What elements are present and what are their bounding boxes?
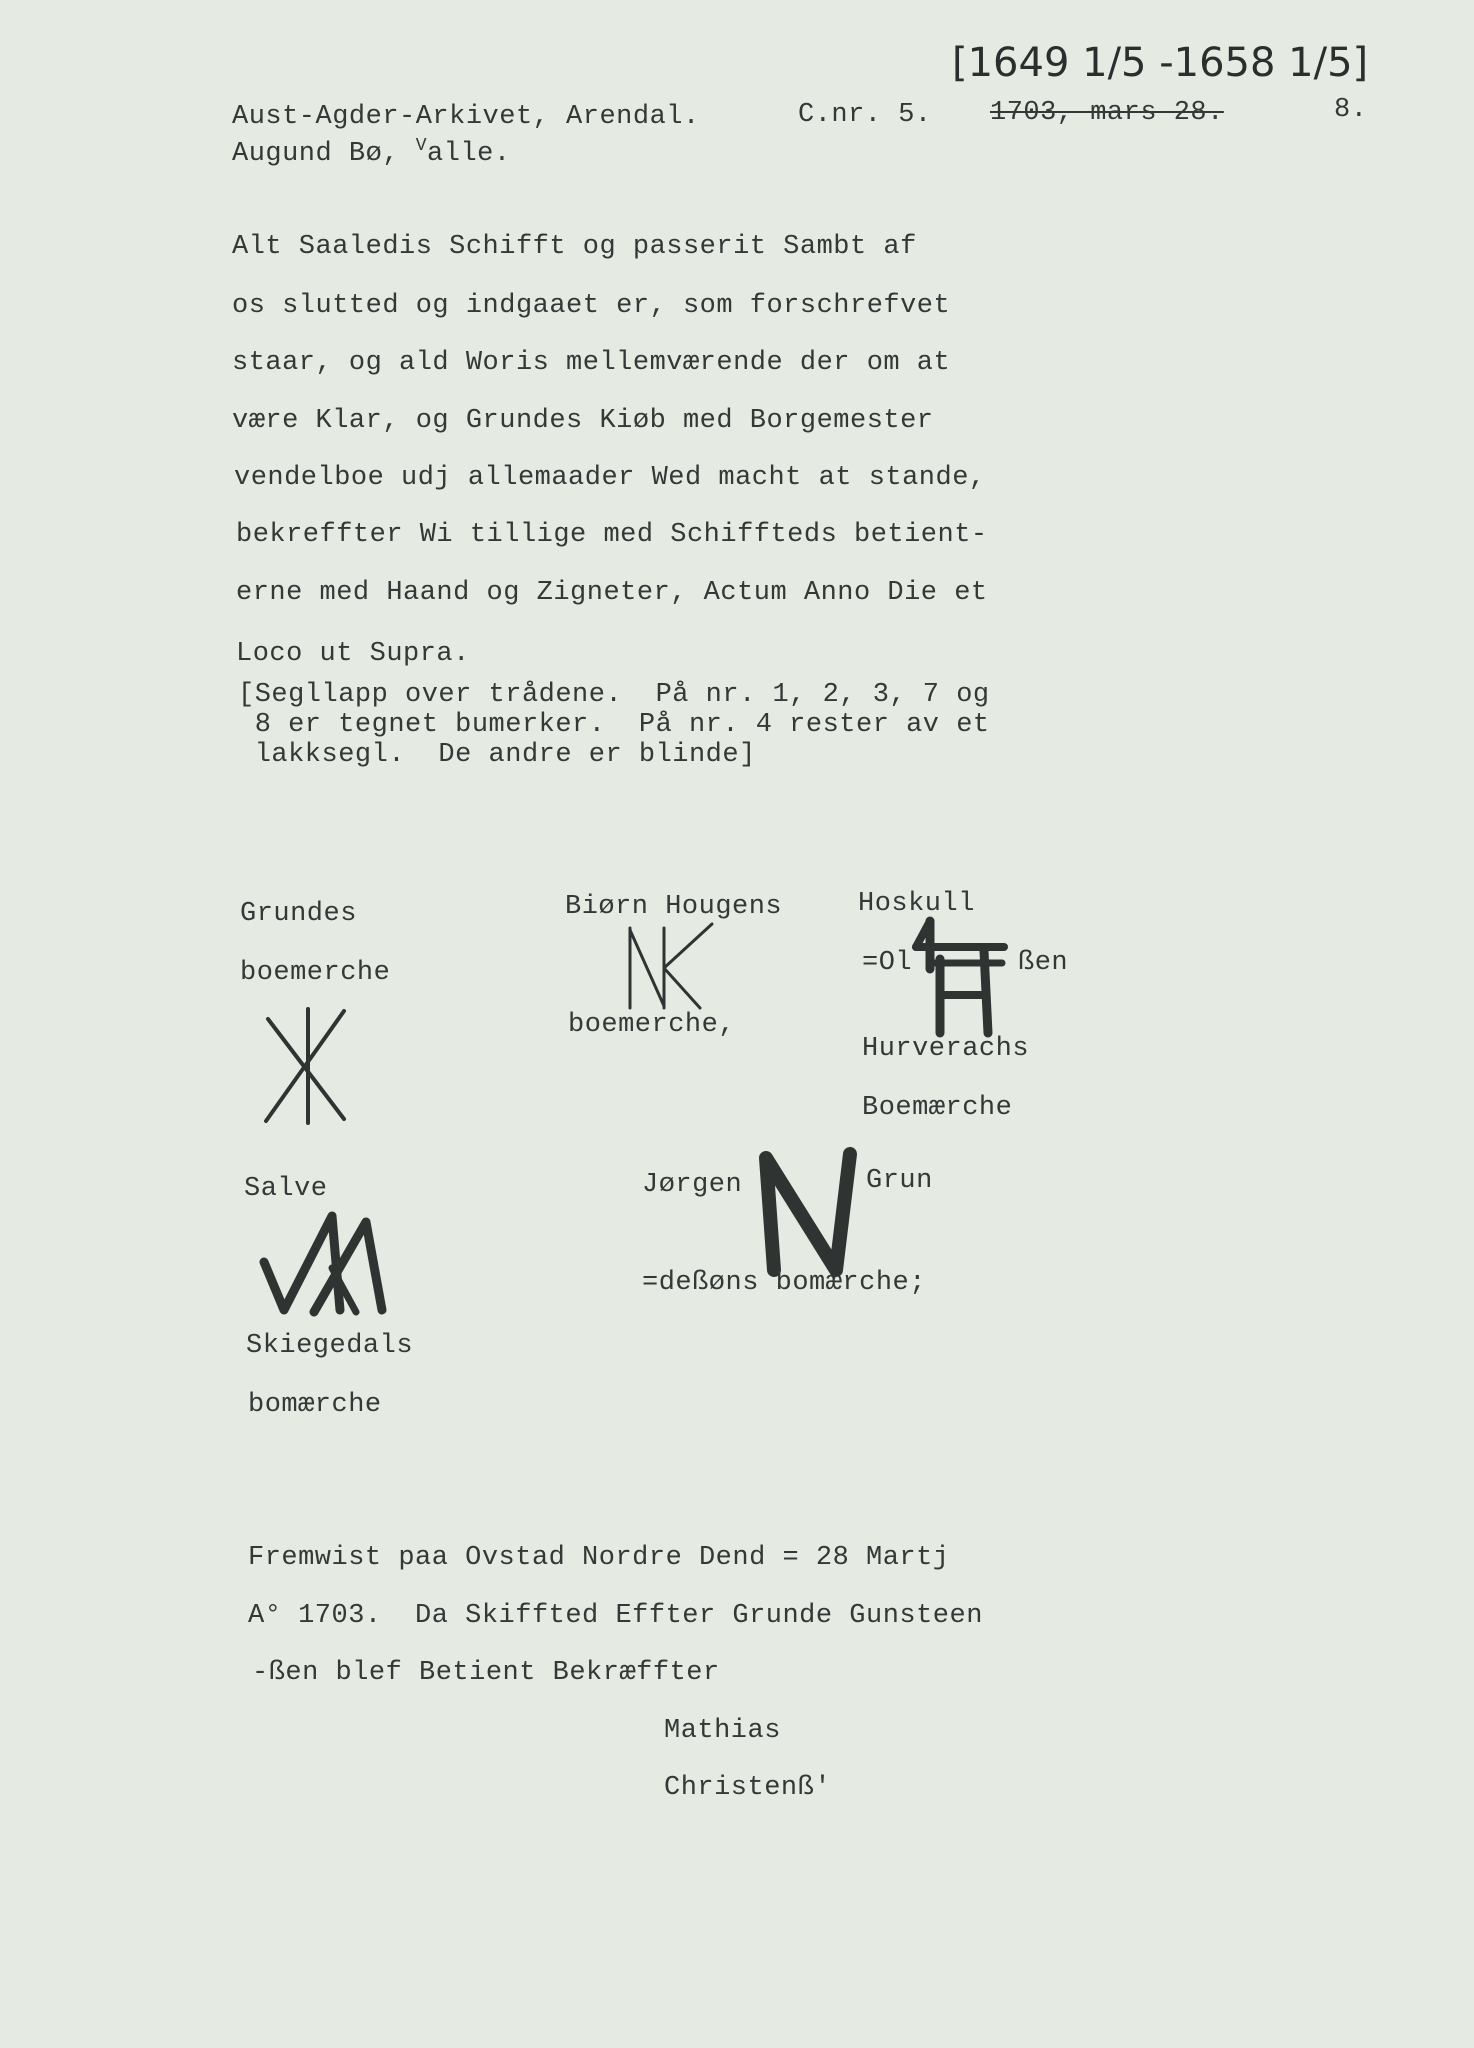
signature-biorn-label: boemerche,	[568, 1010, 736, 1040]
signature-salve-name: Salve	[244, 1174, 328, 1204]
body-line: staar, og ald Woris mellemværende der om at	[232, 348, 951, 378]
signature-jorgen-name: Jørgen	[642, 1170, 743, 1200]
body-line: være Klar, og Grundes Kiøb med Borgemester	[232, 406, 934, 436]
archive-name: Aust-Agder-Arkivet, Arendal.	[232, 102, 700, 132]
signer-first-name: Mathias	[664, 1716, 781, 1746]
bumerke-biorn	[620, 920, 720, 1010]
struck-date: 1703, mars 28.	[990, 98, 1224, 128]
signature-hoskull-suffix: ßen	[1018, 948, 1069, 978]
signature-hoskull-name: Hoskull	[858, 889, 975, 919]
signature-jorgen-farm: Grun	[866, 1166, 933, 1196]
handwritten-date-range: [1649 1/5 -1658 1/5]	[952, 40, 1369, 86]
body-line: bekreffter Wi tillige med Schiffteds betient-	[236, 520, 988, 550]
signer-last-name: Christenß'	[664, 1773, 832, 1803]
body-line: vendelboe udj allemaader Wed macht at stande,	[234, 463, 986, 493]
signature-biorn-name: Biørn Hougens	[565, 892, 783, 922]
bumerke-salve	[258, 1208, 418, 1318]
signature-salve-farm: Skiegedals	[246, 1331, 414, 1361]
place-rest: alle.	[427, 139, 511, 169]
body-line: os slutted og indgaaet er, som forschrefvet	[232, 291, 951, 321]
body-line: Alt Saaledis Schifft og passerit Sambt af	[232, 232, 917, 262]
footer-line: A° 1703. Da Skiffted Effter Grunde Gunsteen	[248, 1601, 983, 1631]
signature-grundes-label: boemerche	[240, 958, 391, 988]
case-number: C.nr. 5.	[798, 100, 932, 130]
signature-jorgen-label: =deßøns bomærche;	[642, 1268, 926, 1298]
place-name: Augund Bø,	[232, 139, 400, 169]
signature-hoskull-patronym: =Ol	[862, 948, 913, 978]
place-line	[232, 137, 511, 168]
signature-grundes-name: Grundes	[240, 899, 357, 929]
footer-line: Fremwist paa Ovstad Nordre Dend = 28 Martj	[248, 1543, 950, 1573]
note-line: [Segllapp over trådene. På nr. 1, 2, 3, 7 og	[238, 680, 990, 710]
page-number: 8.	[1334, 95, 1368, 125]
place-superscript: V	[415, 136, 428, 156]
body-line: erne med Haand og Zigneter, Actum Anno Die et	[236, 578, 988, 608]
body-line: Loco ut Supra.	[236, 639, 470, 669]
note-line: lakksegl. De andre er blinde]	[238, 740, 756, 770]
signature-hoskull-label: Boemærche	[862, 1093, 1013, 1123]
bumerke-hoskull	[912, 915, 1012, 1040]
footer-line: -ßen blef Betient Bekræffter	[252, 1658, 720, 1688]
signature-salve-label: bomærche	[248, 1390, 382, 1420]
bumerke-grundes	[262, 1005, 352, 1125]
bumerke-jorgen	[756, 1146, 866, 1276]
signature-hoskull-farm: Hurverachs	[862, 1034, 1030, 1064]
note-line: 8 er tegnet bumerker. På nr. 4 rester av et	[238, 710, 990, 740]
